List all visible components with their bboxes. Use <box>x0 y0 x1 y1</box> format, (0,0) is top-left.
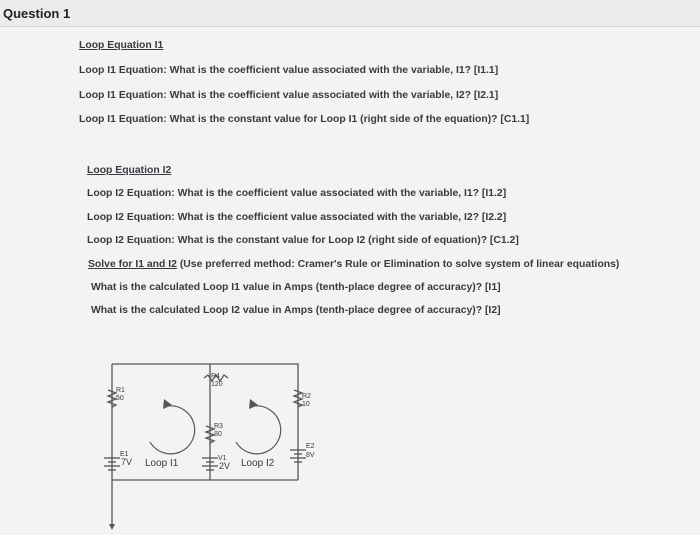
loop2-label: Loop I2 <box>241 458 275 469</box>
question-title: Question 1 <box>3 6 71 21</box>
loop1-question-1: Loop I1 Equation: What is the coefficient value associated with the variable, I1? [I1.1] <box>79 65 499 76</box>
r3-name: R3 <box>214 423 223 430</box>
solve-instruction <box>88 259 619 270</box>
solve-question-i1: What is the calculated Loop I1 value in Amps (tenth-place degree of accuracy)? [I1] <box>91 282 501 293</box>
solve-question-i2: What is the calculated Loop I2 value in Amps (tenth-place degree of accuracy)? [I2] <box>91 305 501 316</box>
v1-name: V1 <box>218 455 227 462</box>
r2-name: R2 <box>302 393 311 400</box>
loop2-question-1: Loop I2 Equation: What is the coefficient value associated with the variable, I1? [I1.2] <box>87 188 507 199</box>
solve-instruction-rest: (Use preferred method: Cramer's Rule or Elimination to solve system of linear equations) <box>176 259 620 270</box>
question-header <box>0 0 700 27</box>
loop2-arrow <box>236 406 281 454</box>
loop2-heading: Loop Equation I2 <box>87 165 172 176</box>
circuit-diagram <box>90 350 350 535</box>
loop1-arrow <box>150 406 195 454</box>
loop1-heading: Loop Equation I1 <box>79 40 164 51</box>
r2-value: 10 <box>302 401 310 408</box>
r1-name: R1 <box>116 387 125 394</box>
loop2-question-3: Loop I2 Equation: What is the constant value for Loop I2 (right side of equation)? [C1.2] <box>87 235 519 246</box>
e1-name: E1 <box>120 451 129 458</box>
v1-value: 2V <box>219 461 231 471</box>
solve-instruction-underlined: Solve for I1 and I2 <box>88 259 177 270</box>
r1-value: 50 <box>116 395 124 402</box>
loop2-question-2: Loop I2 Equation: What is the coefficient value associated with the variable, I2? [I2.2] <box>87 212 507 223</box>
e1-value: 7V <box>121 457 133 467</box>
e2-name: E2 <box>306 443 315 450</box>
r3-value: 80 <box>214 431 222 438</box>
r4-name: R4 <box>211 373 220 380</box>
loop1-label: Loop I1 <box>145 458 179 469</box>
loop1-question-3: Loop I1 Equation: What is the constant value for Loop I1 (right side of the equation)? [C1.1] <box>79 114 530 125</box>
r4-value: 120 <box>211 381 223 388</box>
e2-value: 8V <box>306 452 315 459</box>
loop1-question-2: Loop I1 Equation: What is the coefficient value associated with the variable, I2? [I2.1] <box>79 90 499 101</box>
